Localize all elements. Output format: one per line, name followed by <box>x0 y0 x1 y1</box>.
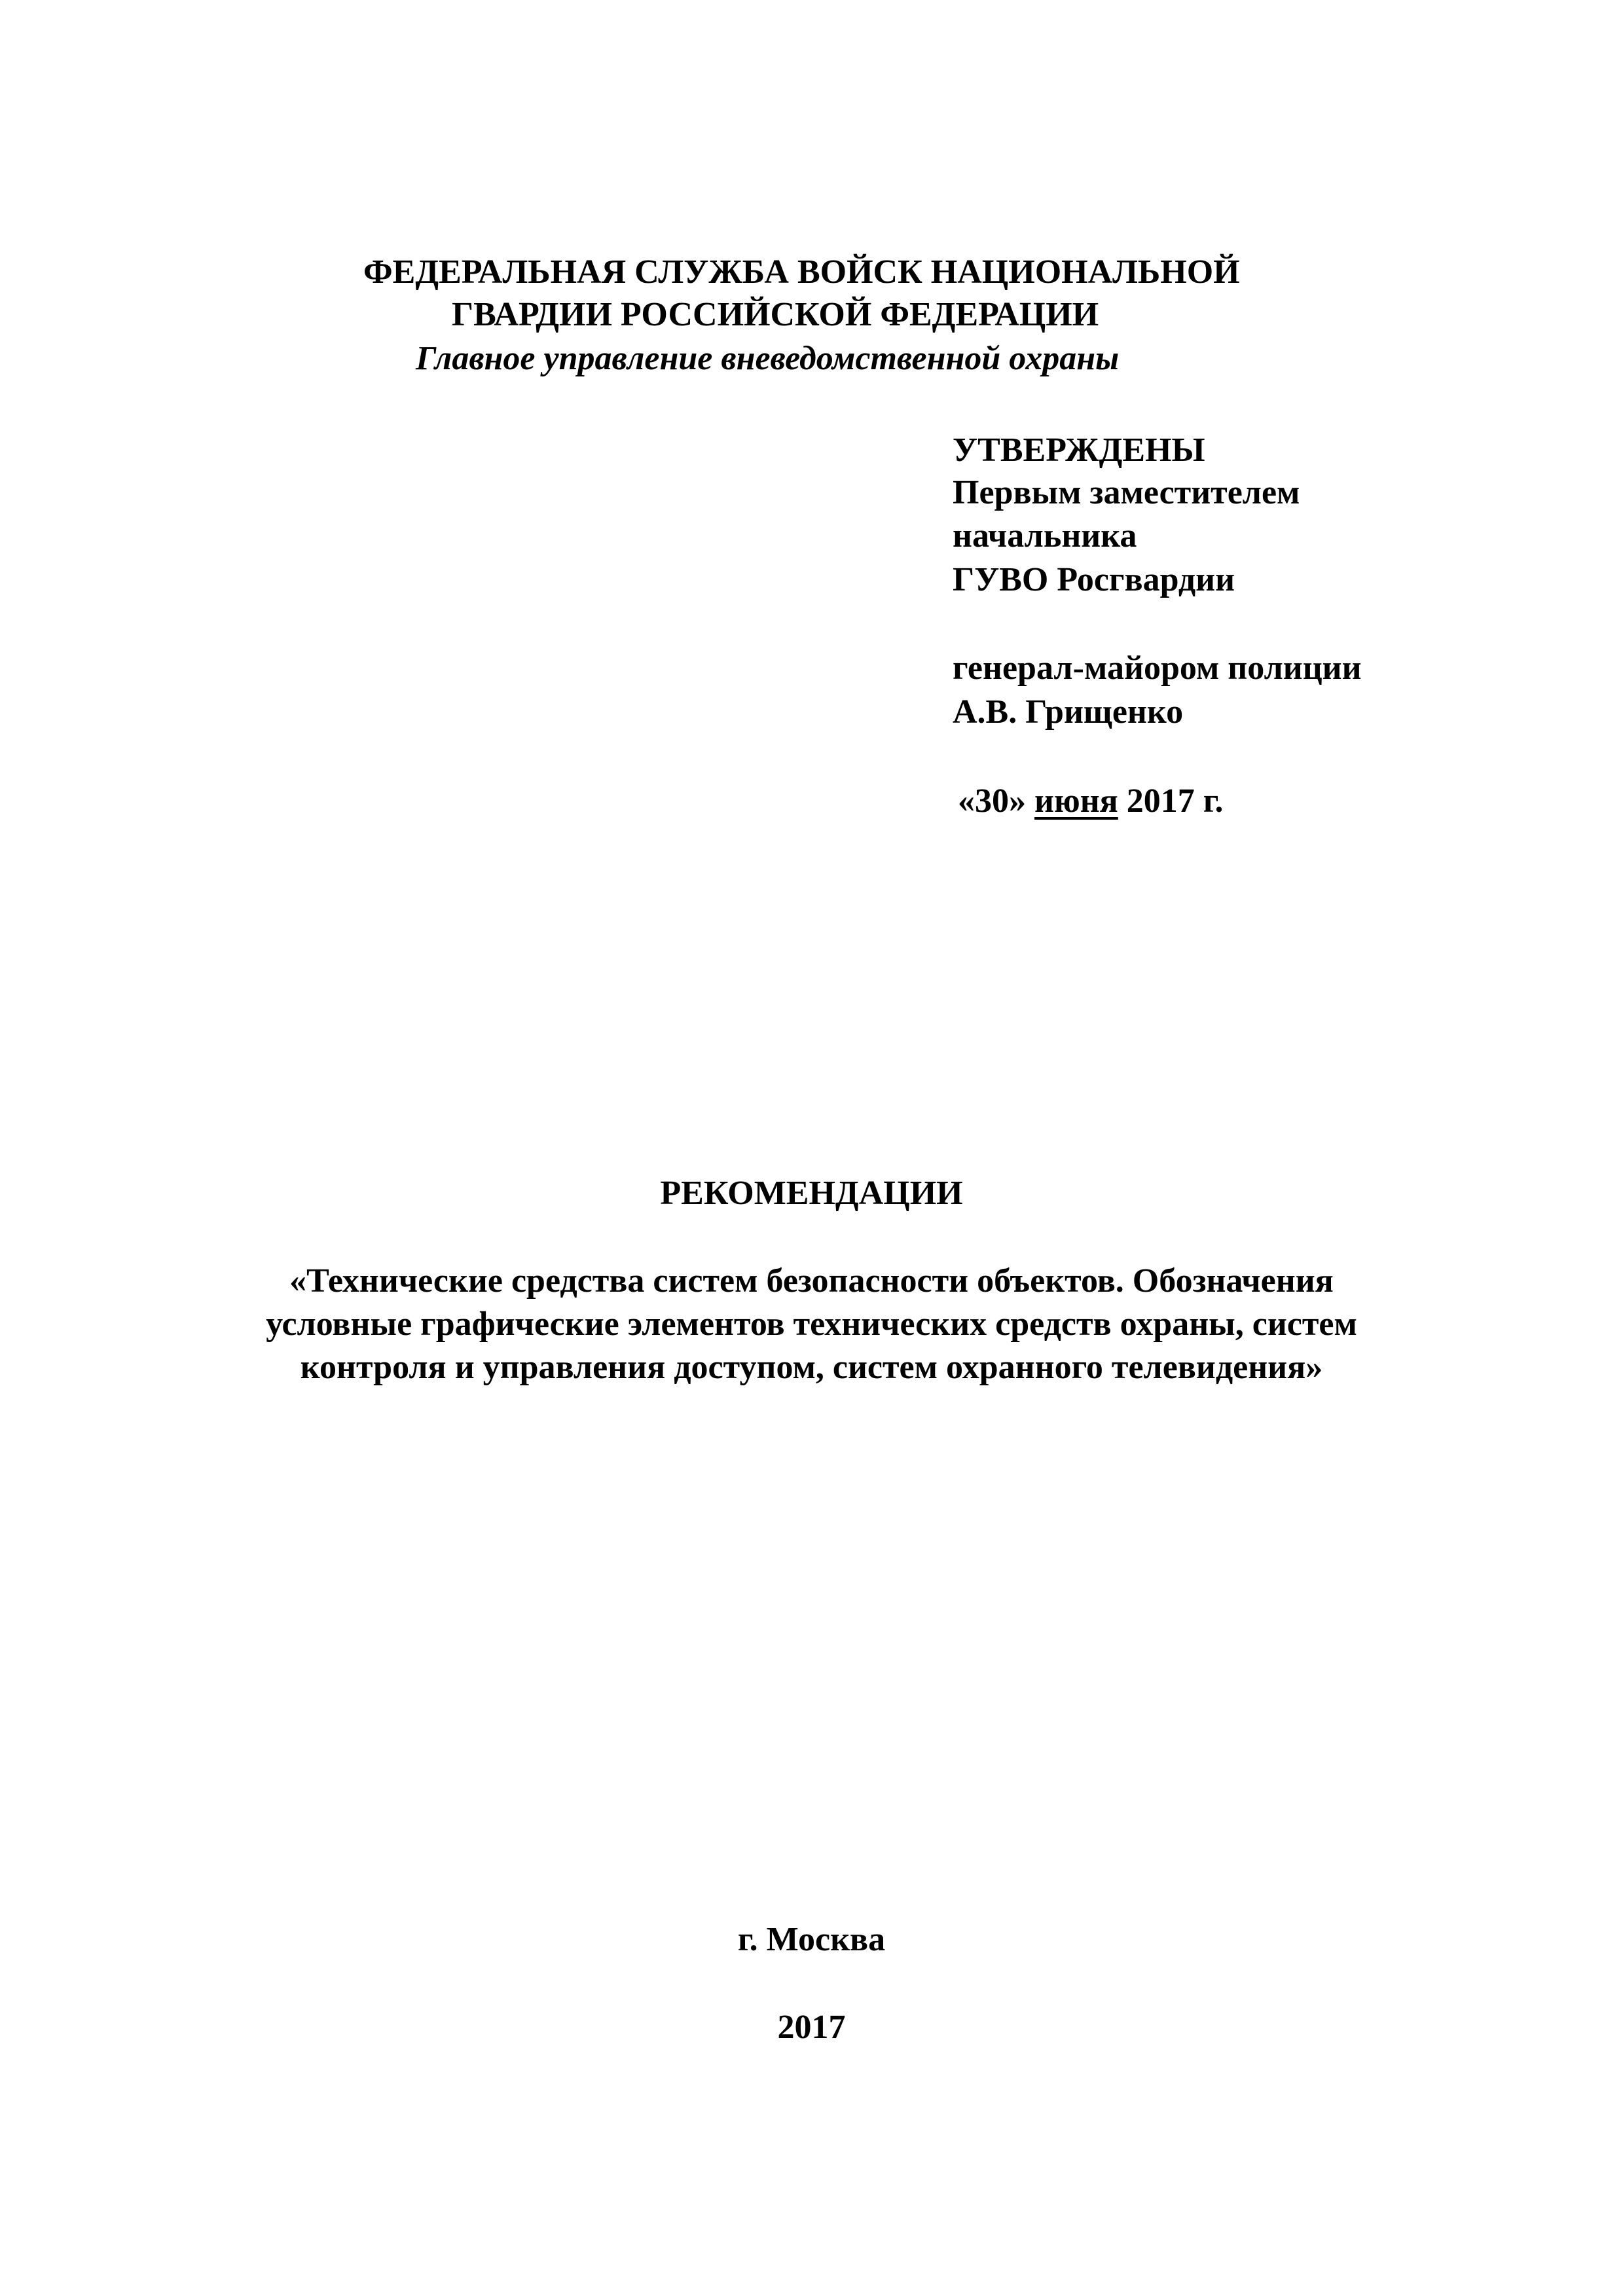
org-name-line-2: ГВАРДИИ РОССИЙСКОЙ ФЕДЕРАЦИИ <box>452 296 1099 333</box>
city: г. Москва <box>737 1921 886 1958</box>
document-subtitle-line-1: «Технические средства систем безопасности объектов. Обозначения <box>289 1262 1334 1300</box>
approval-line-2: начальника <box>953 517 1137 555</box>
date-year: 2017 г. <box>1126 782 1224 820</box>
approver-name: А.В. Грищенко <box>953 693 1184 731</box>
date-month: июня <box>1034 782 1118 820</box>
document-type-heading: РЕКОМЕНДАЦИИ <box>660 1175 963 1212</box>
approval-line-1: Первым заместителем <box>953 474 1300 511</box>
approval-title: УТВЕРЖДЕНЫ <box>953 431 1205 469</box>
document-subtitle-line-3: контроля и управления доступом, систем охранного телевидения» <box>300 1349 1323 1386</box>
department-name: Главное управление вневедомственной охраны <box>416 340 1120 377</box>
date-day: «30» <box>958 782 1026 820</box>
approval-date <box>958 784 1224 818</box>
approval-line-3: ГУВО Росгвардии <box>953 561 1235 598</box>
year: 2017 <box>777 2009 846 2046</box>
document-subtitle-line-2: условные графические элементов технических средств охраны, систем <box>266 1305 1357 1343</box>
approver-rank: генерал-майором полиции <box>953 649 1362 687</box>
org-name-line-1: ФЕДЕРАЛЬНАЯ СЛУЖБА ВОЙСК НАЦИОНАЛЬНОЙ <box>363 253 1240 291</box>
